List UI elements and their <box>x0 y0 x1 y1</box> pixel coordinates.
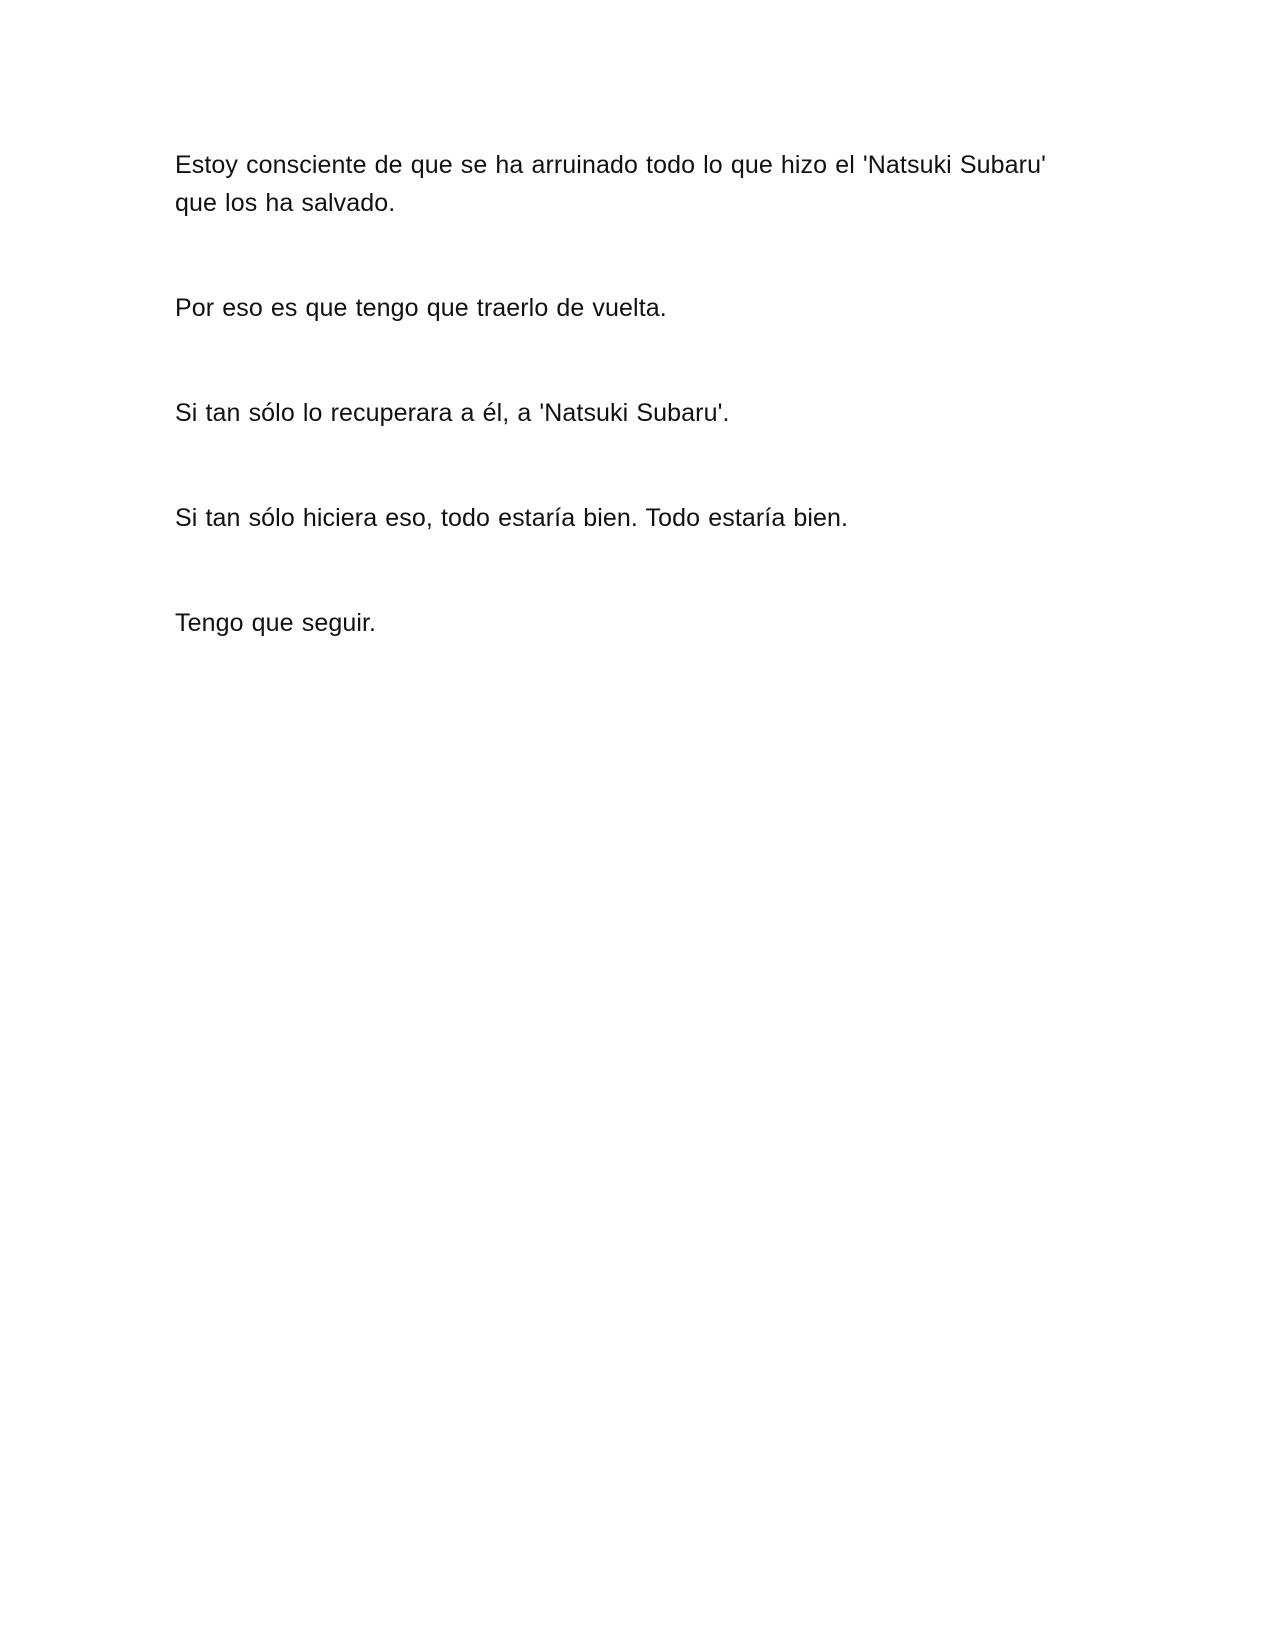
paragraph-1: Estoy consciente de que se ha arruinado todo lo que hizo el 'Natsuki Subaru' que los ha salvado. <box>175 151 1046 217</box>
paragraph-4: Si tan sólo hiciera eso, todo estaría bien. Todo estaría bien. <box>175 504 849 532</box>
paragraph-3: Si tan sólo lo recuperara a él, a 'Natsuki Subaru'. <box>175 399 730 427</box>
paragraph-2: Por eso es que tengo que traerlo de vuelta. <box>175 294 667 322</box>
paragraph-5: Tengo que seguir. <box>175 609 377 637</box>
